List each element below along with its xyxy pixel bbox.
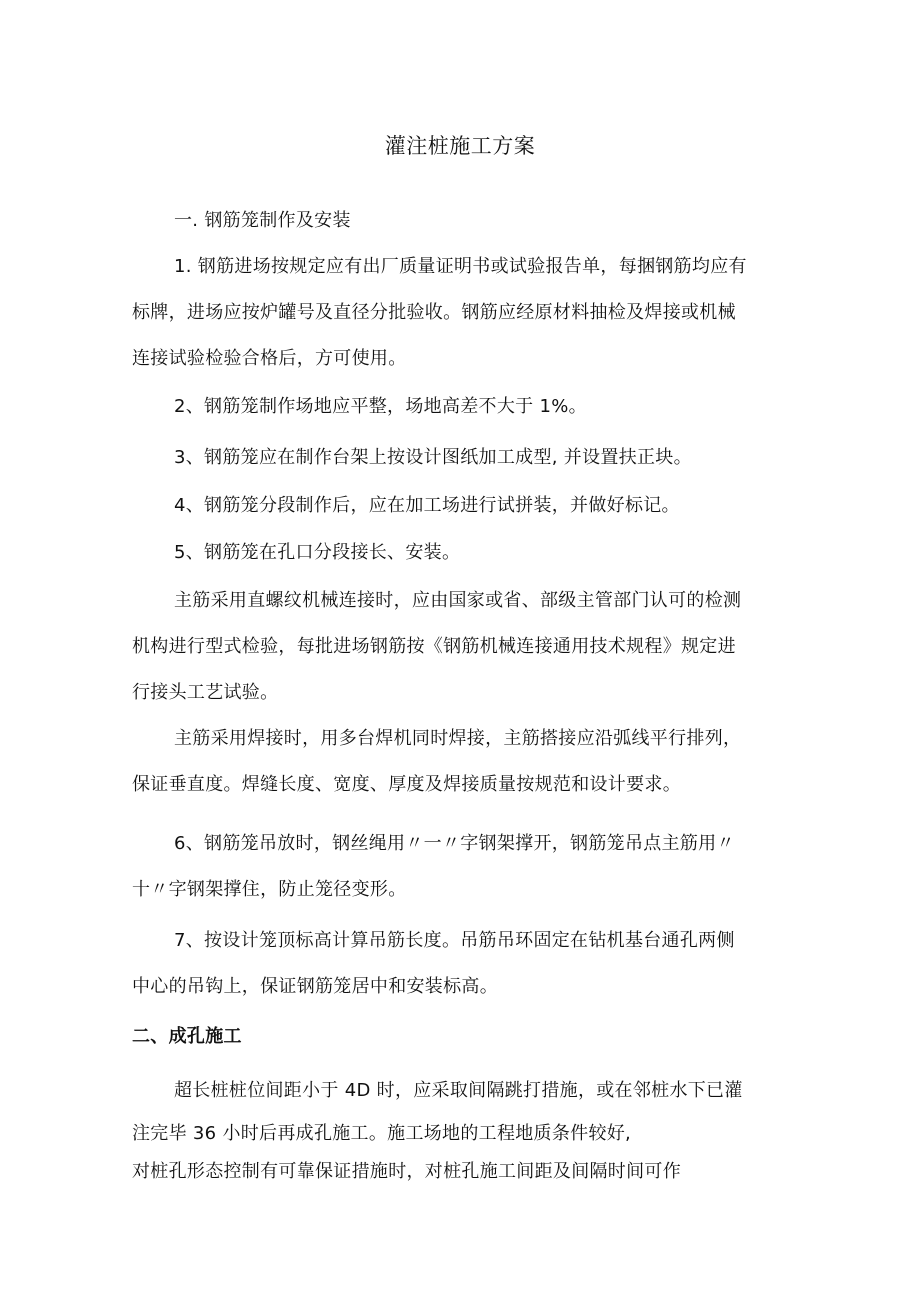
document-title: 灌注桩施工方案 xyxy=(384,134,536,158)
text-line: 1. 钢筋进场按规定应有出厂质量证明书或试验报告单，每捆钢筋均应有 xyxy=(174,256,747,277)
section1-item2: 2、钢筋笼制作场地应平整，场地高差不大于 1%。 xyxy=(174,396,587,417)
text-line: 主筋采用直螺纹机械连接时，应由国家或省、部级主管部门认可的检测 xyxy=(174,590,742,611)
text-line: 保证垂直度。焊缝长度、宽度、厚度及焊接质量按规范和设计要求。 xyxy=(132,774,681,795)
text-line: 标牌，进场应按炉罐号及直径分批验收。钢筋应经原材料抽检及焊接或机械 xyxy=(132,302,736,323)
section2-heading: 二、成孔施工 xyxy=(132,1026,242,1047)
section1-item1 xyxy=(132,244,802,382)
text-line: 连接试验检验合格后，方可使用。 xyxy=(132,348,407,369)
section1-item3: 3、钢筋笼应在制作台架上按设计图纸加工成型, 并设置扶正块。 xyxy=(174,447,692,468)
text-line: 超长桩桩位间距小于 4D 时，应采取间隔跳打措施，或在邻桩水下已灌 xyxy=(174,1080,743,1101)
text-line: 行接头工艺试验。 xyxy=(132,682,279,703)
text-line: 6、钢筋笼吊放时，钢丝绳用〃一〃字钢架撑开，钢筋笼吊点主筋用〃 xyxy=(174,833,735,854)
section1-welding-paragraph xyxy=(132,716,802,808)
section1-heading: 一. 钢筋笼制作及安装 xyxy=(174,210,351,231)
section1-mech-connection-paragraph xyxy=(132,578,802,716)
text-line: 对桩孔形态控制有可靠保证措施时，对桩孔施工间距及间隔时间可作 xyxy=(132,1161,681,1182)
section1-item4: 4、钢筋笼分段制作后，应在加工场进行试拼装，并做好标记。 xyxy=(174,495,680,516)
text-line: 中心的吊钩上，保证钢筋笼居中和安装标高。 xyxy=(132,976,498,997)
text-line: 7、按设计笼顶标高计算吊筋长度。吊筋吊环固定在钻机基台通孔两侧 xyxy=(174,930,735,951)
section1-item7 xyxy=(132,918,802,1010)
text-line: 十〃字钢架撑住，防止笼径变形。 xyxy=(132,879,407,900)
text-line: 注完毕 36 小时后再成孔施工。施工场地的工程地质条件较好, xyxy=(132,1123,632,1144)
section2-paragraph xyxy=(132,1068,802,1190)
text-line: 机构进行型式检验，每批进场钢筋按《钢筋机械连接通用技术规程》规定进 xyxy=(132,636,736,657)
text-line: 主筋采用焊接时，用多台焊机同时焊接，主筋搭接应沿弧线平行排列， xyxy=(174,728,742,749)
section1-item5: 5、钢筋笼在孔口分段接长、安装。 xyxy=(174,542,461,563)
section1-item6 xyxy=(132,821,802,913)
